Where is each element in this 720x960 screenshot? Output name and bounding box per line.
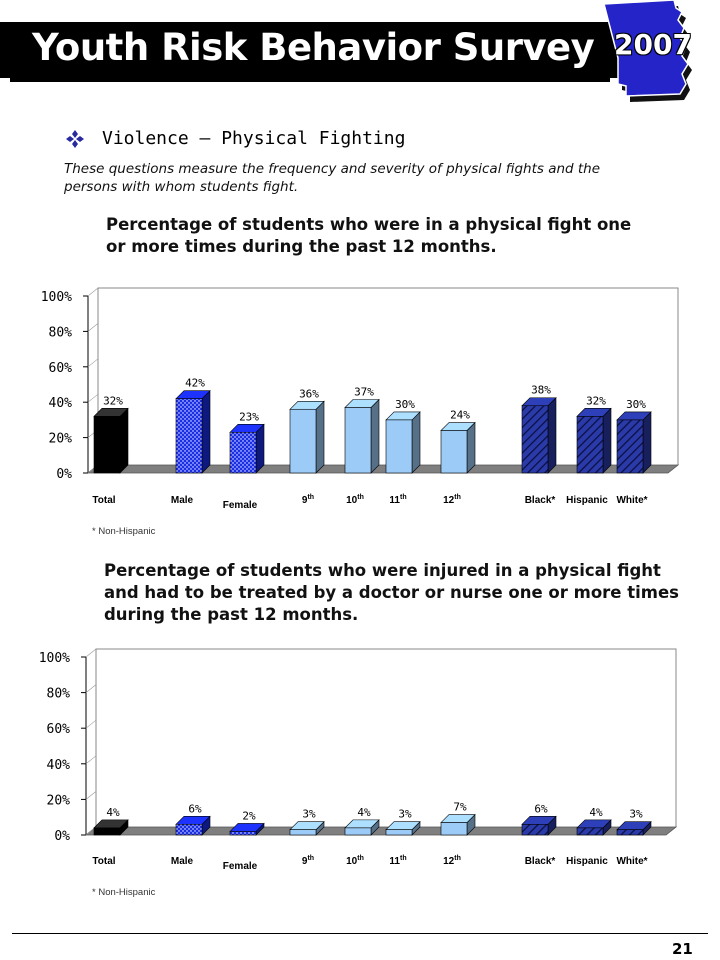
chart-footnote: * Non-Hispanic: [92, 526, 156, 537]
data-label: 3%: [398, 807, 412, 821]
chart2-title: Percentage of students who were injured in a physical fight and had to be treated by a doctor or nurse one or more times during the past 12 months.: [104, 561, 679, 624]
bar: [522, 398, 556, 473]
data-label: 4%: [106, 805, 120, 819]
data-label: 37%: [354, 385, 374, 399]
report-title: Youth Risk Behavior Survey: [32, 26, 595, 69]
category-label: Female: [222, 861, 258, 872]
data-label: 23%: [239, 410, 259, 424]
y-grid-diag: [86, 720, 96, 728]
bar: [176, 816, 210, 835]
y-grid-diag: [88, 323, 98, 331]
year-badge: 2007: [614, 28, 692, 61]
bar: [94, 408, 128, 473]
category-label: Male: [170, 495, 194, 506]
bar: [441, 423, 475, 473]
category-label: 12th: [443, 855, 461, 867]
chart1-title: Percentage of students who were in a physical fight one or more times during the past 12 months.: [106, 215, 632, 256]
category-label: 11th: [389, 855, 407, 867]
bar: [176, 391, 210, 473]
data-label: 38%: [531, 383, 551, 397]
data-label: 4%: [589, 805, 603, 819]
y-grid-diag: [88, 359, 98, 367]
data-label: 30%: [395, 397, 415, 411]
data-label: 3%: [629, 807, 643, 821]
chart1-physical-fight: [0, 270, 720, 550]
category-label: 10th: [346, 855, 364, 867]
diamond-bullet-icon: [66, 130, 84, 148]
bar: [386, 412, 420, 473]
data-label: 32%: [103, 394, 123, 408]
data-label: 6%: [534, 802, 548, 816]
y-tick-label: 20%: [46, 793, 70, 809]
category-label: White*: [616, 495, 648, 506]
bar: [617, 412, 651, 473]
bar: [345, 400, 379, 473]
section-description: These questions measure the frequency and severity of physical fights and the persons with whom students fight.: [64, 161, 601, 195]
y-tick-label: 100%: [38, 651, 70, 666]
y-tick-label: 100%: [40, 290, 72, 305]
section-heading: [66, 128, 405, 149]
data-label: 32%: [586, 394, 606, 408]
category-label: Total: [92, 856, 116, 867]
y-tick-label: 0%: [54, 829, 70, 844]
data-label: 30%: [626, 397, 646, 411]
data-label: 36%: [299, 387, 319, 401]
category-label: 9th: [301, 855, 315, 867]
data-label: 2%: [242, 809, 256, 823]
y-tick-label: 60%: [48, 360, 72, 376]
y-tick-label: 20%: [48, 431, 72, 447]
footer-rule: [12, 933, 708, 934]
category-label: Black*: [524, 856, 556, 867]
data-label: 24%: [450, 408, 470, 422]
y-grid-diag: [86, 791, 96, 799]
bar: [522, 816, 556, 835]
category-label: Male: [170, 856, 194, 867]
category-label: 11th: [389, 494, 407, 506]
category-label: Black*: [524, 495, 556, 506]
y-tick-label: 80%: [46, 686, 70, 702]
category-label: 12th: [443, 494, 461, 506]
category-label: Total: [92, 495, 116, 506]
category-label: White*: [616, 856, 648, 867]
y-grid-diag: [86, 756, 96, 764]
y-tick-label: 80%: [48, 325, 72, 341]
chart2-injured-fight: [0, 632, 720, 902]
y-grid-diag: [86, 649, 96, 657]
data-label: 42%: [185, 376, 205, 390]
y-tick-label: 0%: [56, 467, 72, 482]
data-label: 7%: [453, 800, 467, 814]
page-number: 21: [672, 940, 693, 958]
category-label: 9th: [301, 494, 315, 506]
plot-walls: [86, 649, 676, 835]
section-title: Violence – Physical Fighting: [102, 128, 406, 149]
category-label: 10th: [346, 494, 364, 506]
category-label: Hispanic: [566, 856, 608, 867]
y-tick-label: 40%: [48, 396, 72, 412]
bar: [230, 424, 264, 473]
data-label: 6%: [188, 802, 202, 816]
y-tick-label: 60%: [46, 722, 70, 738]
y-grid-diag: [88, 394, 98, 402]
y-tick-label: 40%: [46, 757, 70, 773]
bar: [441, 815, 475, 835]
bar: [290, 401, 324, 473]
chart-footnote: * Non-Hispanic: [92, 887, 156, 898]
data-label: 3%: [302, 807, 316, 821]
data-label: 4%: [357, 805, 371, 819]
category-label: Female: [222, 500, 258, 511]
bar: [577, 408, 611, 473]
y-grid-diag: [88, 288, 98, 296]
y-grid-diag: [86, 685, 96, 693]
category-label: Hispanic: [566, 495, 608, 506]
